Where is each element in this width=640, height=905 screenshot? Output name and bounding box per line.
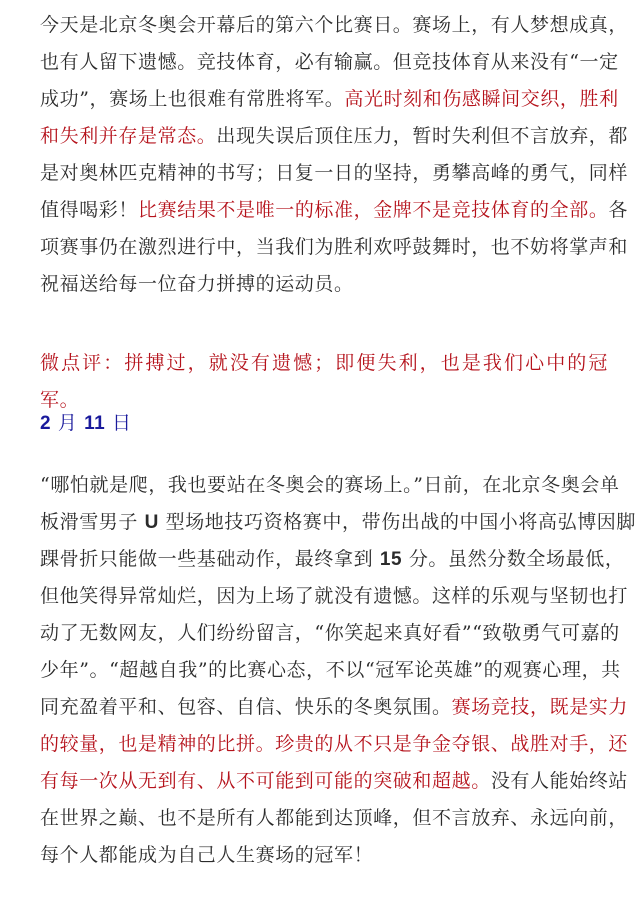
body-text: 值得喝彩！ bbox=[40, 199, 139, 221]
date-day: 11 bbox=[84, 413, 106, 434]
text-line bbox=[40, 541, 625, 578]
body-text: 同充盈着平和、包容、自信、快乐的冬奥氛围。 bbox=[40, 696, 452, 718]
body-text: 没有人能始终站 bbox=[490, 770, 629, 792]
text-line bbox=[40, 652, 621, 689]
date-heading bbox=[40, 405, 608, 442]
highlighted-text: 赛场竞技，既是实力 bbox=[451, 696, 629, 718]
body-text: 成功”，赛场上也很难有常胜将军。 bbox=[40, 88, 345, 110]
body-text: 少年”。“超越自我”的比赛心态，不以“冠军论英雄”的观赛心理，共 bbox=[40, 659, 621, 681]
highlighted-text: 的较量，也是精神的比拼。珍贵的从不只是争金夺银、战胜对手，还 bbox=[40, 733, 629, 755]
micro-comment-text: 微点评：拼搏过，就没有遗憾；即便失利，也是我们心中的冠军。 bbox=[40, 352, 608, 411]
body-text: 各 bbox=[608, 199, 629, 221]
text-line bbox=[40, 44, 619, 81]
body-text: 每个人都能成为自己人生赛场的冠军！ bbox=[40, 844, 374, 866]
text-line bbox=[40, 763, 629, 800]
text-line bbox=[40, 504, 637, 541]
text-line bbox=[40, 81, 619, 118]
text-line bbox=[40, 689, 629, 726]
body-text: 出现失误后顶住压力，暂时失利但不言放弃，都 bbox=[216, 125, 629, 147]
body-text: 祝福送给每一位奋力拼搏的运动员。 bbox=[40, 273, 354, 295]
text-line bbox=[40, 800, 629, 837]
body-text: 是对奥林匹克精神的书写；日复一日的坚持，勇攀高峰的勇气，同样 bbox=[40, 162, 629, 184]
date-day-unit: 日 bbox=[112, 412, 132, 434]
paragraph-feb-11 bbox=[40, 467, 637, 874]
body-text: U bbox=[144, 512, 159, 533]
text-line bbox=[40, 266, 608, 303]
body-text: 今天是北京冬奥会开幕后的第六个比赛日。赛场上，有人梦想成真， bbox=[40, 14, 629, 36]
body-text: 分。虽然分数全场最低， bbox=[402, 548, 625, 570]
body-text: 项赛事仍在激烈进行中，当我们为胜利欢呼鼓舞时，也不妨将掌声和 bbox=[40, 236, 629, 258]
body-text: 动了无数网友，人们纷纷留言，“你笑起来真好看”“致敬勇气可嘉的 bbox=[40, 622, 620, 644]
text-line bbox=[40, 615, 620, 652]
highlighted-text: 和失利并存是常态。 bbox=[40, 125, 217, 147]
date-month: 2 bbox=[40, 413, 52, 434]
highlighted-text: 有每一次从无到有、从不可能到可能的突破和超越。 bbox=[40, 770, 491, 792]
highlighted-text: 比赛结果不是唯一的标准，金牌不是竞技体育的全部。 bbox=[138, 199, 609, 221]
body-text: 15 bbox=[379, 549, 403, 570]
body-text: 踝骨折只能做一些基础动作，最终拿到 bbox=[40, 548, 380, 570]
body-text: 板滑雪男子 bbox=[40, 511, 145, 533]
text-line bbox=[40, 578, 629, 615]
text-line bbox=[40, 837, 608, 874]
text-line bbox=[40, 192, 629, 229]
body-text: 也有人留下遗憾。竞技体育，必有输赢。但竞技体育从来没有“一定 bbox=[40, 51, 619, 73]
body-text: 但他笑得异常灿烂，因为上场了就没有遗憾。这样的乐观与坚韧也打 bbox=[40, 585, 629, 607]
body-text: “哪怕就是爬，我也要站在冬奥会的赛场上。”日前，在北京冬奥会单 bbox=[40, 474, 620, 496]
body-text: 在世界之巅、也不是所有人都能到达顶峰，但不言放弃、永远向前， bbox=[40, 807, 629, 829]
text-line bbox=[40, 229, 629, 266]
text-line bbox=[40, 467, 620, 504]
text-line bbox=[40, 7, 629, 44]
body-text: 型场地技巧资格赛中，带伤出战的中国小将高弘博因脚 bbox=[158, 511, 637, 533]
text-line bbox=[40, 155, 629, 192]
highlighted-text: 高光时刻和伤感瞬间交织，胜利 bbox=[344, 88, 619, 110]
text-line bbox=[40, 726, 629, 763]
paragraph-feb-10 bbox=[40, 7, 629, 303]
date-month-unit: 月 bbox=[57, 412, 78, 434]
text-line bbox=[40, 118, 629, 155]
